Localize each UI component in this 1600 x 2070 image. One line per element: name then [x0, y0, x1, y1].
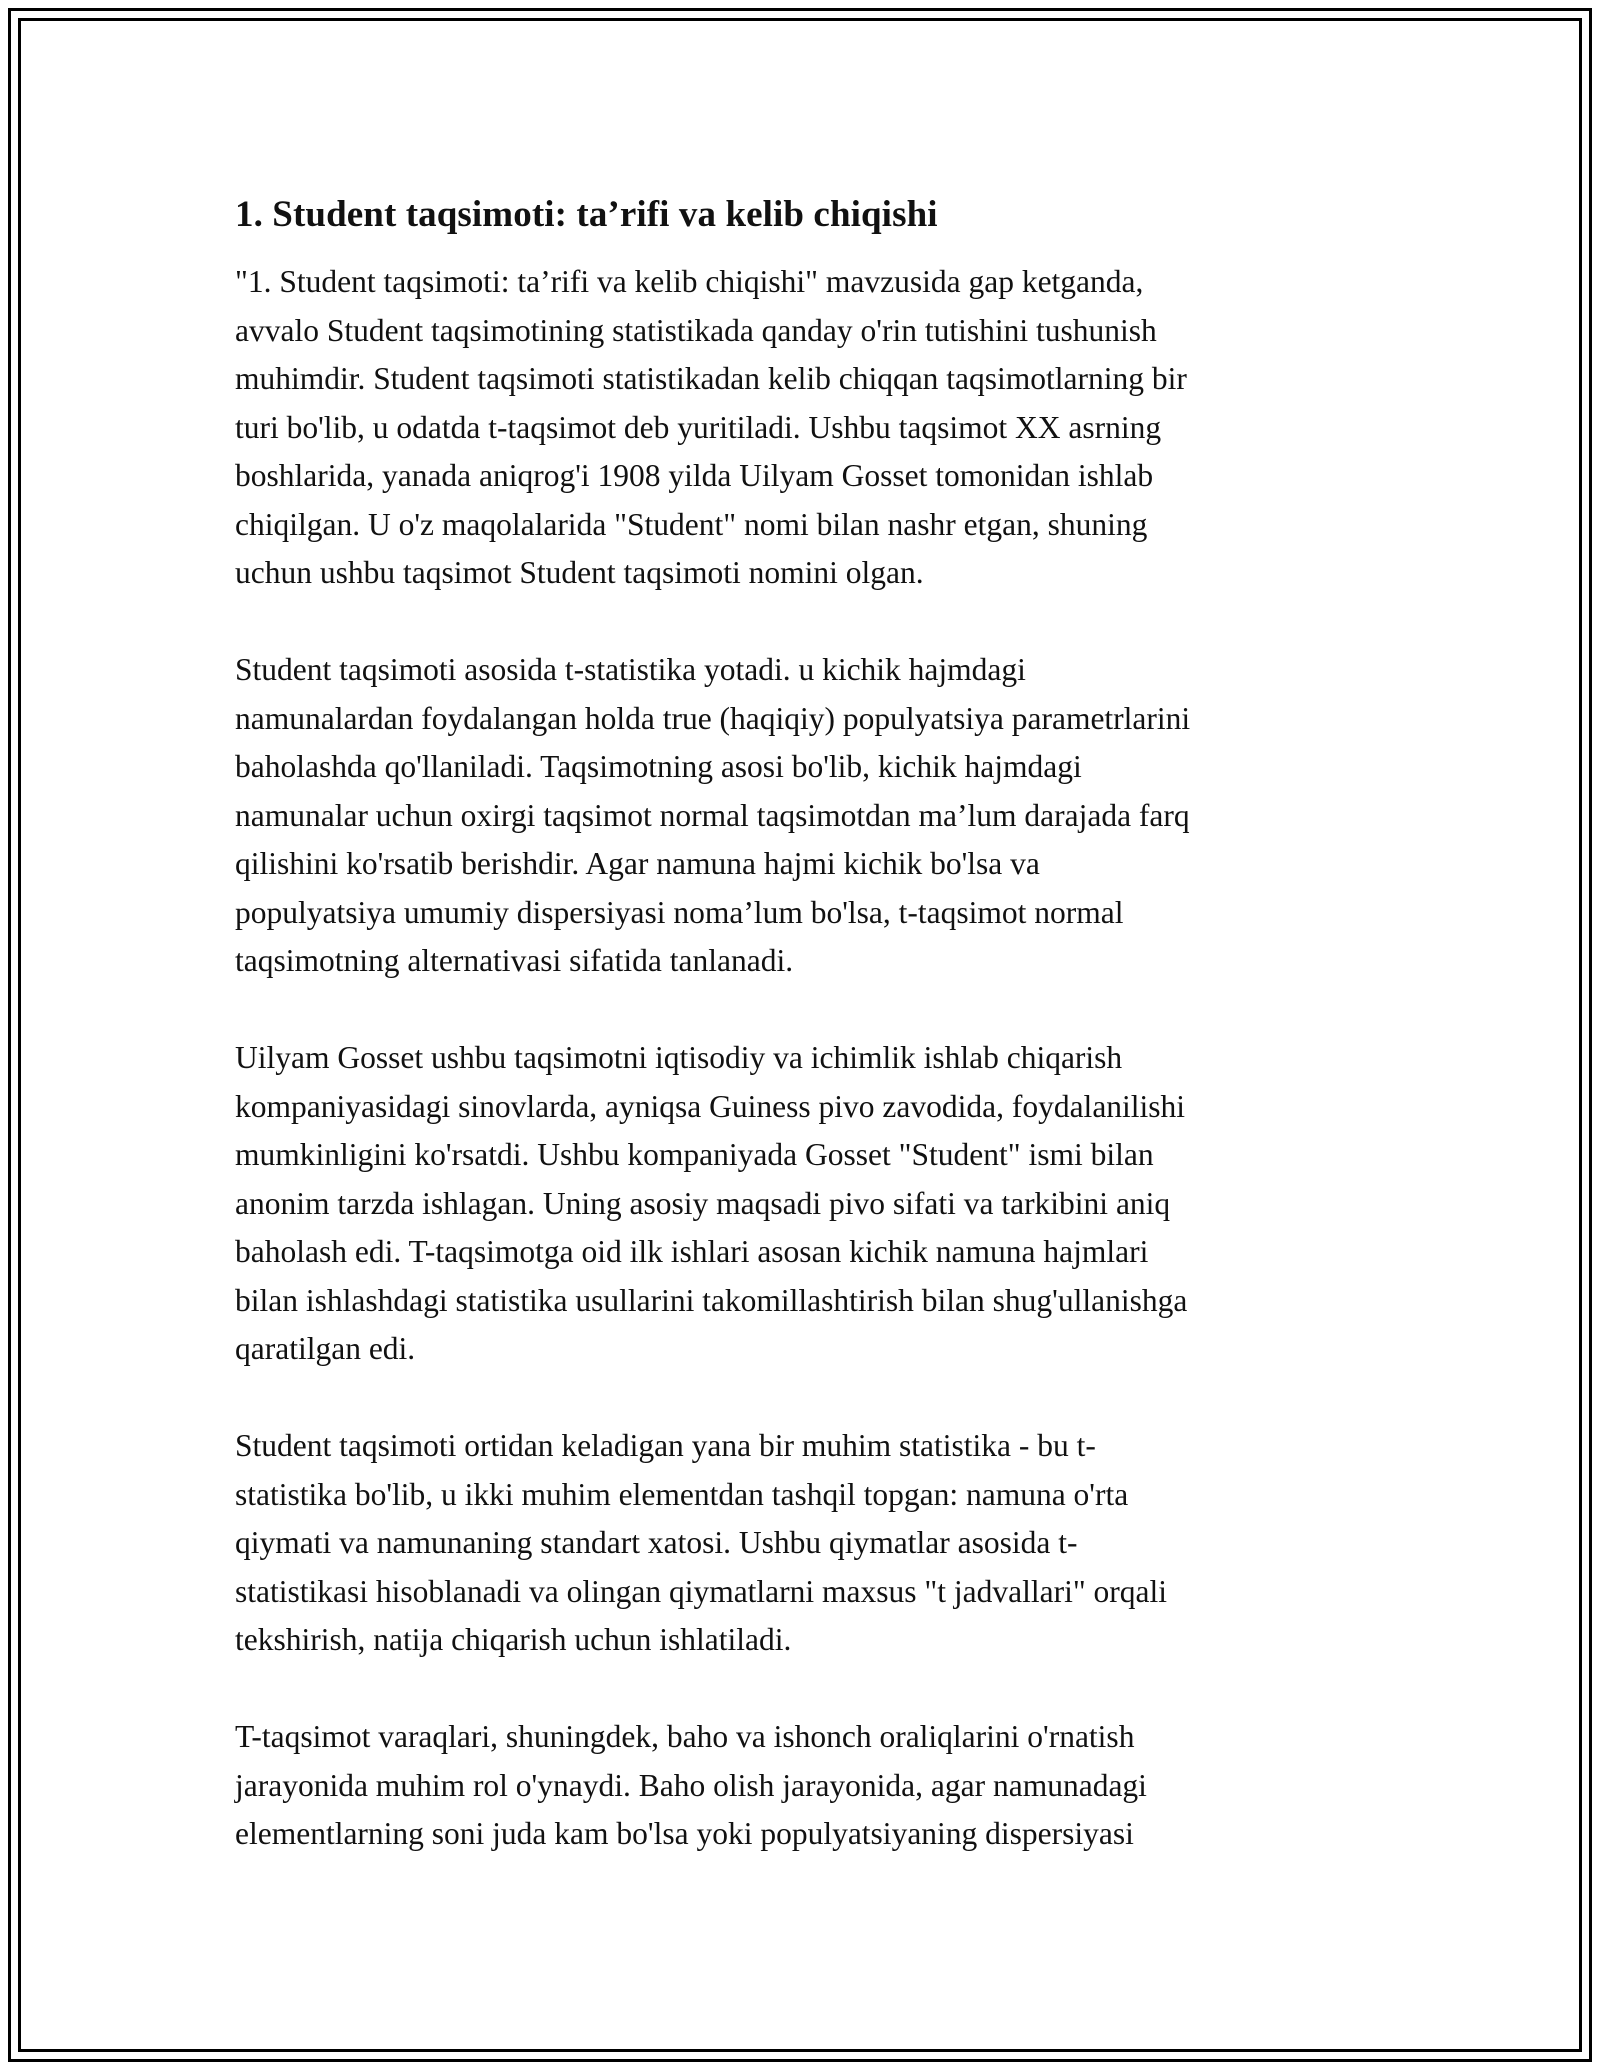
- text-line: tekshirish, natija chiqarish uchun ishlatiladi.: [235, 1622, 792, 1657]
- text-line: boshlarida, yanada aniqrog'i 1908 yilda Uilyam Gosset tomonidan ishlab: [235, 458, 1154, 493]
- document-body: [235, 180, 1355, 1907]
- text-line: bilan ishlashdagi statistika usullarini takomillashtirish bilan shug'ullanishga: [235, 1282, 1188, 1318]
- text-line: chiqilgan. U o'z maqolalarida "Student" nomi bilan nashr etgan, shuning: [235, 506, 1148, 542]
- text-line: muhimdir. Student taqsimoti statistikadan kelib chiqqan taqsimotlarning bir: [235, 361, 1187, 396]
- paragraph-2: [235, 646, 1355, 986]
- text-line: Uilyam Gosset ushbu taqsimotni iqtisodiy va ichimlik ishlab chiqarish: [235, 1040, 1123, 1075]
- text-line: taqsimotning alternativasi sifatida tanlanadi.: [235, 943, 794, 978]
- text-line: jarayonida muhim rol o'ynaydi. Baho olish jarayonida, agar namunadagi: [235, 1767, 1147, 1803]
- text-line: elementlarning soni juda kam bo'lsa yoki populyatsiyaning dispersiyasi: [235, 1816, 1134, 1851]
- text-line: statistikasi hisoblanadi va olingan qiymatlarni maxsus "t jadvallari" orqali: [235, 1573, 1168, 1609]
- text-line: namunalar uchun oxirgi taqsimot normal taqsimotdan ma’lum darajada farq: [235, 797, 1190, 833]
- text-line: "1. Student taqsimoti: ta’rifi va kelib chiqishi" mavzusida gap ketganda,: [235, 264, 1144, 299]
- text-line: T-taqsimot varaqlari, shuningdek, baho va ishonch oraliqlarini o'rnatish: [235, 1719, 1135, 1754]
- text-line: qiymati va namunaning standart xatosi. Ushbu qiymatlar asosida t-: [235, 1525, 1078, 1560]
- text-line: qilishini ko'rsatib berishdir. Agar namuna hajmi kichik bo'lsa va: [235, 846, 1040, 881]
- paragraph-4: [235, 1422, 1355, 1665]
- text-line: baholash edi. T-taqsimotga oid ilk ishlari asosan kichik namuna hajmlari: [235, 1234, 1149, 1269]
- text-line: avvalo Student taqsimotining statistikada qanday o'rin tutishini tushunish: [235, 312, 1157, 348]
- text-line: kompaniyasidagi sinovlarda, ayniqsa Guiness pivo zavodida, foydalanilishi: [235, 1088, 1186, 1124]
- section-heading: 1. Student taqsimoti: ta’rifi va kelib chiqishi: [235, 194, 938, 235]
- paragraph-3: [235, 1034, 1355, 1374]
- text-line: turi bo'lib, u odatda t-taqsimot deb yuritiladi. Ushbu taqsimot XX asrning: [235, 409, 1162, 445]
- text-line: namunalardan foydalangan holda true (haqiqiy) populyatsiya parametrlarini: [235, 700, 1191, 736]
- text-line: Student taqsimoti ortidan keladigan yana bir muhim statistika - bu t-: [235, 1428, 1096, 1463]
- text-line: uchun ushbu taqsimot Student taqsimoti nomini olgan.: [235, 555, 924, 590]
- text-line: baholashda qo'llaniladi. Taqsimotning asosi bo'lib, kichik hajmdagi: [235, 749, 1082, 784]
- text-line: statistika bo'lib, u ikki muhim elementdan tashqil topgan: namuna o'rta: [235, 1476, 1129, 1512]
- text-line: anonim tarzda ishlagan. Uning asosiy maqsadi pivo sifati va tarkibini aniq: [235, 1185, 1171, 1221]
- text-line: populyatsiya umumiy dispersiyasi noma’lum bo'lsa, t-taqsimot normal: [235, 894, 1124, 930]
- paragraph-5: [235, 1713, 1355, 1859]
- text-line: Student taqsimoti asosida t-statistika yotadi. u kichik hajmdagi: [235, 652, 1026, 687]
- text-line: mumkinligini ko'rsatdi. Ushbu kompaniyada Gosset "Student" ismi bilan: [235, 1137, 1154, 1172]
- paragraph-1: [235, 258, 1355, 598]
- text-line: qaratilgan edi.: [235, 1331, 416, 1366]
